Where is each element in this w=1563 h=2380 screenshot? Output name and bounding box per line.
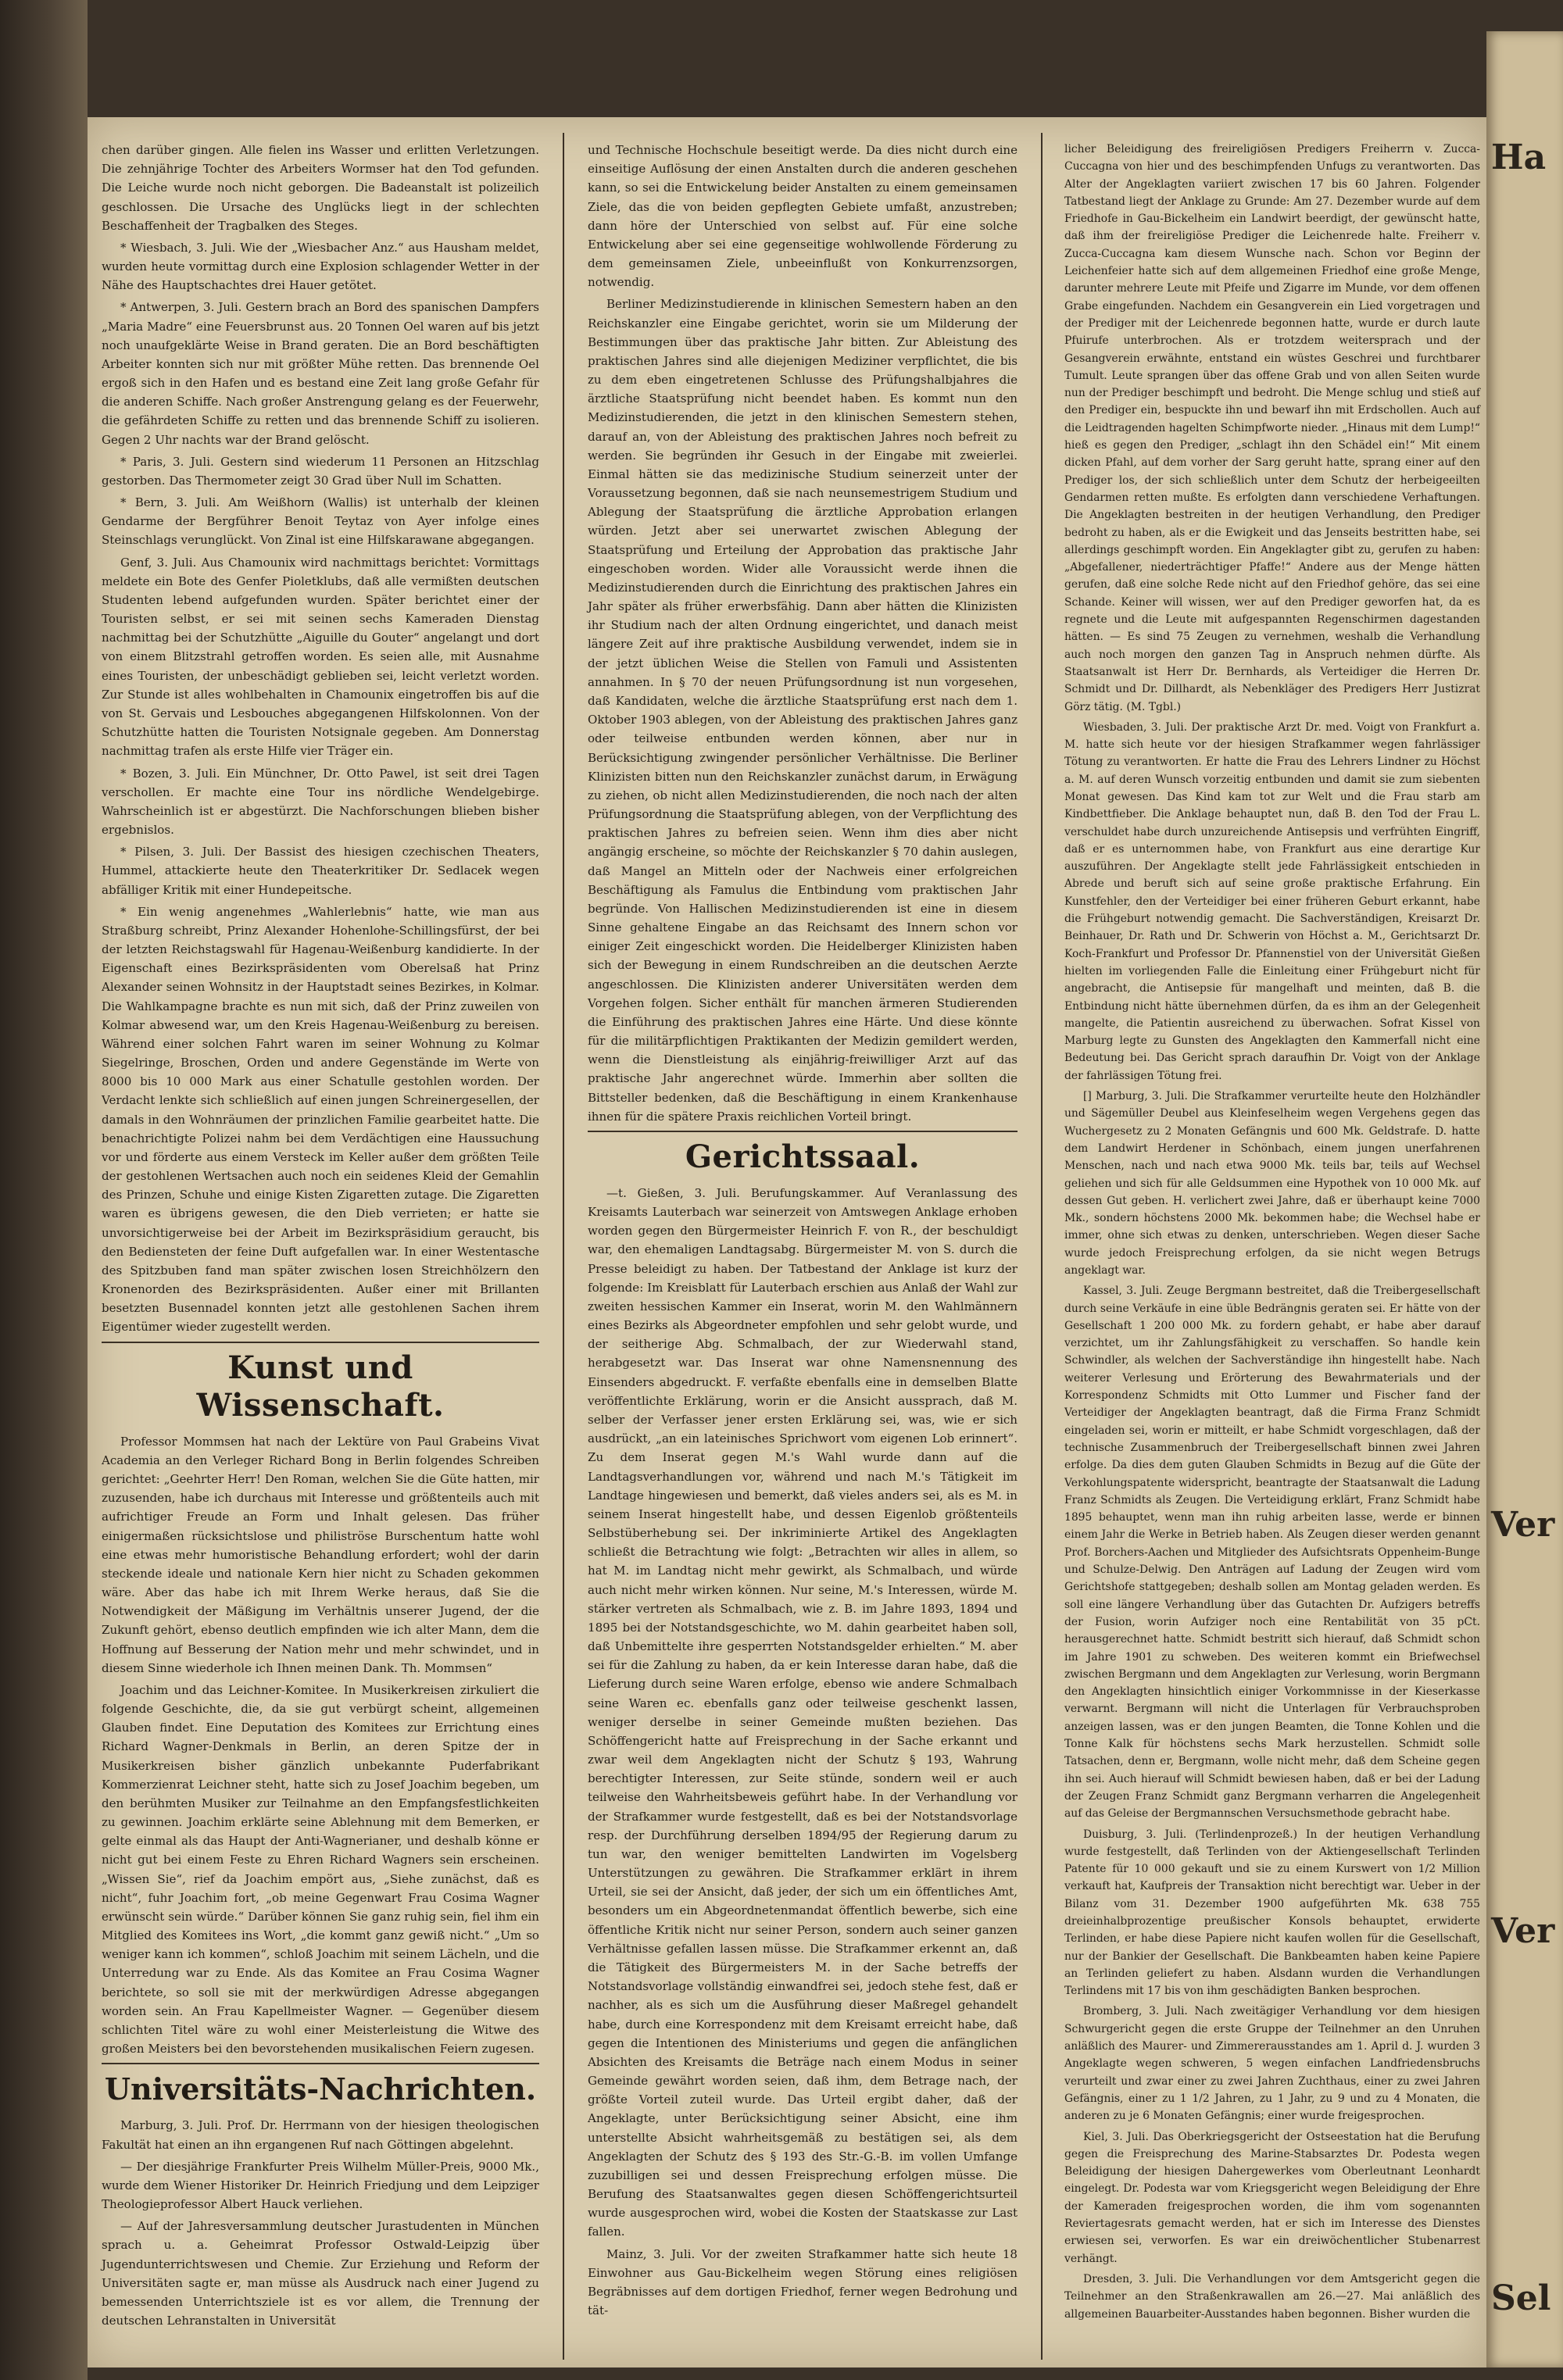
paragraph: * Wiesbach, 3. Juli. Wie der „Wiesbacher Anz.“ aus Hausham meldet, wurden heute vormittag durch eine Explosion schlagender Wetter in der Nähe des Hauptschachtes drei Hauer getötet. xyxy=(102,240,539,293)
adjacent-fragment: Ver xyxy=(1491,1505,1555,1545)
paragraph: Genf, 3. Juli. Aus Chamounix wird nachmittags berichtet: Vormittags meldete ein Bote des Genfer Pioletklubs, daß alle vermißten deutschen Studenten lebend aufgefunden wurden. Später berichtet einer der Touristen selbst, er sei mit seinen sechs Kameraden Dienstag nachmittag bei der Schutzhütte „Aiguille du Gouter“ angelangt und dort von einem Blitzstrahl getroffen worden. Es seien alle, mit Ausnahme eines Touristen, der unbeschädigt geblieben sei, leicht verletzt worden. Zur Stunde ist alles wohlbehalten in Chamounix eingetroffen bis auf die von St. Gervais und Lesbouches abgegangenen Hilfskolonnen. Von der Schutzhütte hatten die Touristen Notsignale gegeben. Am Donnerstag nachmittag trafen als erste Hilfe vier Träger ein. xyxy=(102,555,539,759)
adjacent-fragment: Ha xyxy=(1491,138,1547,177)
section-rule xyxy=(102,2063,539,2064)
paragraph: Kassel, 3. Juli. Zeuge Bergmann bestreitet, daß die Treibergesellschaft durch seine Verkäufe in eine üble Bedrängnis geraten sei. Er hätte von der Gesellschaft 1 200 000 Mk. zu fordern gehabt, er habe aber darauf verzichtet, um ihr Zahlungsfähigkeit zu verschaffen. So handle kein Schwindler, als welchen der Sachverständige ihn hingestellt habe. Nach weiterer Verlesung und Erörterung des Bewahrmaterials und der Korrespondenz Schmidts mit Otto Lummer und Fischer fand der Verteidiger der Angeklagten beantragt, daß die Firma Franz Schmidt eingeladen sei, worin er mitteilt, er habe Schmidt vorgeschlagen, daß der technische Zusammenbruch der Treibergesellschaft binnen zwei Jahren erfolge. Da dies dem guten Glauben Schmidts in Bezug auf die Güte der Verkohlungspatente widerspricht, beantragte der Staatsanwalt die Ladung Franz Schmidts als Zeugen. Die Verteidigung erklärt, Franz Schmidt habe 1895 behauptet, wenn man ihn ruhig arbeiten lasse, werde er binnen einem Jahr die Werke in Betrieb haben. Als Zeugen dieser werden genannt Prof. Borchers-Aachen und Mitglieder des Aufsichtsrats Oppenheim-Bunge und Schulze-Delwig. Den Anträgen auf Ladung der Zeugen wird vom Gerichtshofe stattgegeben; deshalb sollen am Montag geladen werden. Es soll eine längere Verhandlung über das Gutachten Dr. Aufzigers betreffs der Fusion, worin Aufziger noch eine Rentabilität von 35 pCt. herausgerechnet hatte. Schmidt bestritt sich hierauf, daß Schmidt schon im Jahre 1901 zu schweben. Des weiteren kommt ein Briefwechsel zwischen Bergmann und dem Angeklagten zur Verlesung, worin Bergmann den Angeklagten hinsichtlich einiger Vorkommnisse in der Kieserkasse verwarnt. Bergmann will nicht die Unterlagen für Verbrauchsproben anzeigen lassen, was er den jungen Beamten, die Tonne Kohlen und die Tonne Kalk für höchstens sechs Mark herzustellen. Schmidt solle Tatsachen, denn er, Bergmann, wolle nicht mehr, daß dem Scheine gegen ihn sei. Auch hierauf will Schmidt bewiesen haben, daß er bei der Ladung der Zeugen Franz Schmidt ganz Bergmann verharren die Angelegenheit auf das Geleise der Bergmannschen Versuchsmethode gebracht habe. xyxy=(1064,1285,1480,1821)
paragraph: Dresden, 3. Juli. Die Verhandlungen vor dem Amtsgericht gegen die Teilnehmer an den Straßenkrawallen am 26.—27. Mai anläßlich des allgemeinen Bauarbeiter-Ausstandes haben begonnen. Bisher wurden die xyxy=(1064,2272,1480,2321)
paragraph: Berliner Medizinstudierende in klinischen Semestern haben an den Reichskanzler eine Eingabe gerichtet, worin sie um Milderung der Bestimmungen über das praktische Jahr bitten. Zur Ableistung des praktischen Jahres sind alle diejenigen Mediziner verpflichtet, die bis zu dem eben eingetretenen Schlusse des Prüfungshalbjahres die ärztliche Staatsprüfung nicht beendet haben. Es kommt nun den Medizinstudierenden, die jetzt in den klinischen Semestern stehen, darauf an, von der Ableistung des praktischen Jahres noch befreit zu werden. Sie begründen ihr Gesuch in der Eingabe mit zweierlei. Einmal hätten sie das medizinische Studium seinerzeit unter der Voraussetzung begonnen, daß sie nach neunsemestrigem Studium und Ablegung der Staatsprüfung die ärztliche Approbation erlangen würden. Jetzt aber sei unerwartet zwischen Ablegung der Staatsprüfung und Erteilung der Approbation das praktische Jahr eingeschoben worden. Wider alle Voraussicht werde ihnen die Medizinstudierenden durch die Einrichtung des praktischen Jahres ein Jahr später als früher erwerbsfähig. Dann aber hätten die Klinizisten ihr Studium nach der alten Ordnung eingerichtet, und danach meist längere Zeit auf ihre praktische Ausbildung verwendet, indem sie in der jetzt üblichen Weise die Stellen von Famuli und Assistenten annahmen. In § 70 der neuen Prüfungsordnung ist nun vorgesehen, daß Kandidaten, welche die ärztliche Staatsprüfung erst nach dem 1. Oktober 1903 ablegen, von der Ableistung des praktischen Jahres ganz oder teilweise entbunden werden können, aber nur in Berücksichtigung zwingender persönlicher Verhältnisse. Die Berliner Klinizisten bitten nun den Reichskanzler zunächst darum, in Erwägung zu ziehen, ob nicht allen Medizinstudierenden, die noch nach der alten Prüfungsordnung die Staatsprüfung ablegen, von der Verpflichtung des praktischen Jahres zu befreien seien. Wenn ihm dies aber nicht angängig erscheine, so möchte der Reichskanzler § 70 dahin auslegen, daß Mangel an Mitteln oder der Nachweis einer erfolgreichen Beschäftigung als Famulus die Entbindung vom praktischen Jahr begründe. Von Hallischen Medizinstudierenden ist eine in diesem Sinne gehaltene Eingabe an das Reichsamt des Innern schon vor einiger Zeit eingeschickt worden. Die Heidelberger Klinizisten haben sich der Bewegung in einem Rundschreiben an die deutschen Aerzte angeschlossen. Die Klinizisten anderer Universitäten werden dem Vorgehen folgen. Sicher enthält für manchen ärmeren Studierenden die Einführung des praktischen Jahres eine Härte. Und diese könnte für die militärpflichtigen Praktikanten der Medizin gemildert werden, wenn die Dienstleistung als einjährig-freiwilliger Arzt auf das praktische Jahr angerechnet würde. Immerhin aber sollten die Bittsteller bedenken, daß die Beschäftigung in einem Krankenhause ihnen für die spätere Praxis reichlichen Vorteil bringt. xyxy=(588,297,1018,1124)
section-heading-universitaet: Universitäts-Nachrichten. xyxy=(104,2071,537,2107)
paragraph: * Bern, 3. Juli. Am Weißhorn (Wallis) ist unterhalb der kleinen Gendarme der Bergführer Benoit Teytaz von Ayer infolge eines Steinschlags verunglückt. Von Zinal ist eine Hilfskarawane abgegangen. xyxy=(102,495,539,548)
paragraph: * Ein wenig angenehmes „Wahlerlebnis“ hatte, wie man aus Straßburg schreibt, Prinz Alexander Hohenlohe-Schillingsfürst, der bei der letzten Reichstagswahl für Hagenau-Weißenburg kandidierte. In der Eigenschaft eines Bezirkspräsidenten vom Oberelsaß hat Prinz Alexander seinen Wohnsitz in der Hauptstadt seines Bezirkes, in Kolmar. Die Wahlkampagne brachte es nun mit sich, daß der Prinz zuweilen von Kolmar abwesend war, um den Kreis Hagenau-Weißenburg zu bereisen. Während einer solchen Fahrt waren im seiner Wohnung zu Kolmar Siegelringe, Broschen, Orden und andere Gegenstände im Werte von 8000 bis 10 000 Mark aus einer Schatulle gestohlen worden. Der Verdacht lenkte sich schließlich auf einen jungen Schreinergesellen, der damals in den Wohnräumen der prinzlichen Familie gearbeitet hatte. Die benachrichtigte Polizei nahm bei dem Verdächtigen eine Haussuchung vor und förderte aus einem Versteck im Keller außer dem größten Teile der gestohlenen Wertsachen auch noch ein seidenes Kleid der Gemahlin des Prinzen, Schuhe und einige Kisten Zigaretten zutage. Die Zigaretten waren es übrigens gewesen, die den Dieb verrieten; er hatte sie unvorsichtigerweise bei der Arbeit im Bezirkspräsidium geraucht, bis den Bediensteten der feine Duft aufgefallen war. In einer Westentasche des Spitzbuben fand man später zwischen losen Streichhölzern den Kronenorden des Bezirkspräsidenten. Außer einer mit Brillanten besetzten Busennadel konnten jetzt alle gestohlenen Sachen ihrem Eigentümer wieder zugestellt werden. xyxy=(102,904,539,1335)
section-heading-kunst: Kunst und Wissenschaft. xyxy=(196,1349,445,1424)
paragraph: * Pilsen, 3. Juli. Der Bassist des hiesigen czechischen Theaters, Hummel, attackierte heute den Theaterkritiker Dr. Sedlacek wegen abfälliger Kritik mit einer Hundepeitsche. xyxy=(102,845,539,897)
paragraph: Marburg, 3. Juli. Prof. Dr. Herrmann von der hiesigen theologischen Fakultät hat einen an ihn ergangenen Ruf nach Göttingen abgelehnt. xyxy=(102,2118,539,2152)
paragraph: * Bozen, 3. Juli. Ein Münchner, Dr. Otto Pawel, ist seit drei Tagen verschollen. Er machte eine Tour ins nördliche Wendelgebirge. Wahrscheinlich ist er abgestürzt. Die Nachforschungen blieben bisher ergebnislos. xyxy=(102,766,539,838)
newspaper-page xyxy=(88,117,1486,2367)
book-binding xyxy=(0,0,88,2380)
column-rule-1 xyxy=(563,133,564,2360)
section-rule xyxy=(102,1342,539,1343)
column-1 xyxy=(102,141,539,2333)
paragraph: licher Beleidigung des freireligiösen Predigers Freiherrn v. Zucca-Cuccagna von hier und des beschimpfenden Unfugs zu verantworten. Das Alter der Angeklagten variiert zwischen 17 bis 60 Jahren. Folgender Tatbestand liegt der Anklage zu Grunde: Am 27. Dezember wurde auf dem Friedhofe in Gau-Bickelheim ein Landwirt beerdigt, der gewünscht hatte, daß ihm der freireligiöse Prediger die Leichenrede halte. Freiherr v. Zucca-Cuccagna kam diesem Wunsche nach. Schon vor Beginn der Leichenfeier hatte sich auf dem allgemeinen Friedhof eine große Menge, darunter mehrere Leute mit Pfeife und Zigarre im Munde, vor dem offenen Grabe eingefunden. Nachdem ein Gesangverein ein Lied vorgetragen und der Prediger mit der Leichenrede begonnen hatte, wurde er durch laute Pfuirufe unterbrochen. Als er trotzdem weitersprach und der Gesangverein erwähnte, entstand ein wüstes Geschrei und furchtbarer Tumult. Leute sprangen über das offene Grab und von allen Seiten wurde nun der Prediger beschimpft und bedroht. Die Menge schlug und stieß auf den Prediger ein, bespuckte ihn und bewarf ihn mit Erdschollen. Auch auf die Leidtragenden hagelten Schimpfworte nieder. „Hinaus mit dem Lump!“ hieß es gegen den Prediger, „schlagt ihn den Schädel ein!“ Mit einem dicken Pfahl, auf dem vorher der Sarg geruht hatte, sprang einer auf den Prediger los, der sich schließlich unter dem Schutz der herbeigeeilten Gendarmen retten mußte. Es erfolgten dann verschiedene Verhaftungen. Die Angeklagten bestreiten in der heutigen Verhandlung, den Prediger bedroht zu haben, als er die Ewigkeit und das Jenseits bestritten habe, sei allerdings geschimpft worden. Ein Angeklagter gibt zu, gerufen zu haben: „Abgefallener, niederträchtiger Pfaffe!“ Andere aus der Menge hätten gerufen, daß eine solche Rede nicht auf den Friedhof gehöre, das sei eine Schande. Keiner will wissen, wer auf den Prediger geworfen hat, da es regnete und die Leute mit aufgespannten Regenschirmen dagestanden hätten. — Es sind 75 Zeugen zu vernehmen, weshalb die Verhandlung auch noch morgen den ganzen Tag in Anspruch nehmen dürfte. Als Staatsanwalt ist Herr Dr. Bernhards, als Verteidiger die Herren Dr. Schmidt und Dr. Dillhardt, als Nebenkläger des Predigers Herr Justizrat Görz tätig. (M. Tgbl.) xyxy=(1064,143,1480,713)
section-heading-gerichtssaal: Gerichtssaal. xyxy=(685,1138,921,1175)
paragraph: — Auf der Jahresversammlung deutscher Jurastudenten in München sprach u. a. Geheimrat Professor Ostwald-Leipzig über Jugendunterrichtswesen und Chemie. Zur Erziehung und Reform der Universitäten sagte er, man müsse als Ausdruck nach einer Jugend zu bemessenden Unterrichtsziele ist es vor allem, die Trennung der deutschen Lehranstalten in Universität xyxy=(102,2219,539,2328)
paragraph: * Paris, 3. Juli. Gestern sind wiederum 11 Personen an Hitzschlag gestorben. Das Thermometer zeigt 30 Grad über Null im Schatten. xyxy=(102,454,539,488)
paragraph: chen darüber gingen. Alle fielen ins Wasser und erlitten Verletzungen. Die zehnjährige Tochter des Arbeiters Wormser hat den Tod gefunden. Die Leiche wurde noch nicht geborgen. Die Badeanstalt ist polizeilich geschlossen. Die Ursache des Unglücks liegt in der schlechten Beschaffenheit der Tragbalken des Steges. xyxy=(102,143,539,233)
section-rule xyxy=(588,1131,1018,1132)
paragraph: [] Marburg, 3. Juli. Die Strafkammer verurteilte heute den Holzhändler und Sägemüller Deubel aus Kleinfeselheim wegen Vergehens gegen das Wuchergesetz zu 2 Monaten Gefängnis und 600 Mk. Geldstrafe. D. hatte dem Landwirt Herdener in Schönbach, einem jungen unerfahrenen Menschen, nach und nach etwa 9000 Mk. teils bar, teils auf Wechsel geliehen und sich für alle Geldsummen eine Hypothek von 10 000 Mk. auf dessen Gut geben. H. verlichert zwei Jahre, daß er überhaupt keine 7000 Mk., sondern höchstens 2000 Mk. bekommen habe; die Wechsel habe er immer, ohne sich etwas zu denken, unterschrieben. Wegen dieser Sache wurde jedoch Freisprechung erfolgen, da sie nicht wegen Betrugs angeklagt war. xyxy=(1064,1090,1480,1277)
adjacent-fragment: Sel xyxy=(1491,2278,1551,2318)
paragraph: —t. Gießen, 3. Juli. Berufungskammer. Auf Veranlassung des Kreisamts Lauterbach war seinerzeit von Amtswegen Anklage erhoben worden gegen den Bürgermeister Heinrich F. von R., der beschuldigt war, den ehemaligen Landtagsabg. Bürgermeister M. von S. durch die Presse beleidigt zu haben. Der Tatbestand der Anklage ist kurz der folgende: Im Kreisblatt für Lauterbach erschien aus Anlaß der Wahl zur zweiten hessischen Kammer ein Inserat, worin M. den Wahlmännern eines Bezirks als Abgeordneter empfohlen und sehr gelobt wurde, und der seitherige Abg. Schmalbach, der zur Wiederwahl stand, herabgesetzt war. Das Inserat war ohne Namensnennung des Einsenders abgedruckt. F. verfaßte ebenfalls eine in demselben Blatte veröffentlichte Erklärung, worin er die Ansicht aussprach, daß M. selber der Verfasser jener ersten Erklärung sei, was, wie er sich ausdrückt, „an ein lateinisches Sprichwort vom eigenen Lob erinnert“. Zu dem Inserat gegen M.'s Wahl wurde dann auf die Landtagsverhandlungen vor, während und nach M.'s Tätigkeit im Landtage hingewiesen und bemerkt, daß vieles anders sei, als es M. in seinem Inserat hingestellt habe, und dessen Eigenlob größtenteils Selbstüberhebung sei. Der inkriminierte Artikel des Angeklagten schließt die Betrachtung wie folgt: „Betrachten wir alles in allem, so hat M. im Landtag nicht mehr gewirkt, als Schmalbach, und würde auch nicht mehr wirken können. Nur seine, M.'s Interessen, würde M. stärker vertreten als Schmalbach, wie z. B. im Jahre 1893, 1894 und 1895 bei der Notstandsgeschichte, wo M. dahin gearbeitet haben soll, daß Unbemittelte ihre gesperrten Notstandsgelder erhielten.“ M. aber sei für die Zahlung zu haben, da er kein Interesse daran habe, daß die Lieferung durch seine Waren erfolge, ebenso wie andere Schmalbach seine Waren ec. ebenfalls ganz oder teilweise geschenkt lassen, weniger derselbe in seiner Gemeinde mußten beziehen. Das Schöffengericht hatte auf Freisprechung in der Sache erkannt und zwar weil dem Angeklagten nicht der Schutz § 193, Wahrung berechtigter Interessen, zur Seite stünde, sondern weil er auch teilweise den Wahrheitsbeweis geführt habe. In der Verhandlung vor der Strafkammer wurde festgestellt, daß es bei der Notstandsvorlage resp. der Durchführung derselben 1894/95 der Regierung darum zu tun war, den weniger bemittelten Landwirten im Vogelsberg Unterstützungen zu gewähren. Die Strafkammer erklärt in ihrem Urteil, sie sei der Ansicht, daß jeder, der sich um ein öffentliches Amt, besonders um ein Abgeordnetenmandat öffentlich bewerbe, sich eine öffentliche Kritik nicht nur seiner Person, sondern auch seiner ganzen Verhältnisse gefallen lassen müsse. Die Strafkammer erkennt an, daß die Tätigkeit des Bürgermeisters M. in der Sache betreffs der Notstandsvorlage vollständig einwandfrei sei, jedoch stehe fest, daß er nachher, als es sich um die Ausführung dieser Maßregel gehandelt habe, durch eine Korrespondenz mit dem Kreisamt erreicht habe, daß gegen die Intentionen des Ministeriums und gegen die anfänglichen Absichten des Kreisamts die Beträge nach einem Modus in seiner Gemeinde gewährt worden seien, daß ihm, dem Betrage nach, der größte Vorteil zuteil wurde. Das Urteil ergibt daher, daß der Angeklagte, unter Berücksichtigung seiner Absicht, eine ihm unterstellte Absicht wahrheitsgemäß zu bestätigen sei, als dem Angeklagten der Schutz des § 193 des Str.-G.-B. im vollen Umfange zuzubilligen sei und dessen Freisprechung erfolgen müsse. Die Berufung des Staatsanwaltes gegen diesen Schöffengerichtsurteil wurde ausgesprochen wird, wobei die Kosten der Staatskasse zur Last fallen. xyxy=(588,1185,1018,2239)
paragraph: Mainz, 3. Juli. Vor der zweiten Strafkammer hatte sich heute 18 Einwohner aus Gau-Bickelheim wegen Störung eines religiösen Begräbnisses auf dem dortigen Friedhof, ferner wegen Bedrohung und tät- xyxy=(588,2246,1018,2318)
paragraph: Wiesbaden, 3. Juli. Der praktische Arzt Dr. med. Voigt von Frankfurt a. M. hatte sich heute vor der hiesigen Strafkammer wegen fahrlässiger Tötung zu verantworten. Er hatte die Frau des Lehrers Lindner zu Höchst a. M. auf deren Wunsch vorzeitig entbunden und damit sie zum siebenten Monat gewesen. Das Kind kam tot zur Welt und die Frau starb am Kindbettfieber. Die Anklage behauptet nun, daß B. den Tod der Frau L. verschuldet habe durch unzureichende Antisepsis und verfrühten Eingriff, daß er es unternommen habe, von Frankfurt aus eine derartige Kur auszuführen. Der Angeklagte stellt jede Fahrlässigkeit entschieden in Abrede und beruft sich auf seine große praktische Erfahrung. Ein Kunstfehler, den der Verteidiger bei einer früheren Geburt erkannt, habe die Frühgeburt notwendig gemacht. Die Sachverständigen, Kreisarzt Dr. Beinhauer, Dr. Rath und Dr. Schwerin von Höchst a. M., Gerichtsarzt Dr. Koch-Frankfurt und Professor Dr. Pfannenstiel von der Universität Gießen hielten im vorliegenden Falle die Einleitung einer Frühgeburt nicht für angebracht, die Antisepsie für mangelhaft und meinten, daß B. die Entbindung nicht hätte übernehmen dürfen, da es ihm an der Gelegenheit mangelte, die Patientin ausreichend zu überwachen. Sofrat Kissel von Marburg legte zu Gunsten des Angeklagten den Kammerfall nicht eine Bedeutung bei. Das Gericht sprach daraufhin Dr. Voigt von der Anklage der fahrlässigen Tötung frei. xyxy=(1064,720,1480,1082)
paragraph: * Antwerpen, 3. Juli. Gestern brach an Bord des spanischen Dampfers „Maria Madre“ eine Feuersbrunst aus. 20 Tonnen Oel waren auf bis jetzt noch unaufgeklärte Weise in Brand geraten. Die an Bord beschäftigten Arbeiter konnten sich nur mit größter Mühe retten. Das brennende Oel ergoß sich in den Hafen und es bestand eine Zeit lang große Gefahr für die anderen Schiffe. Nach großer Anstrengung gelang es der Feuerwehr, die gefährdeten Schiffe zu retten und das brennende Schiff zu isolieren. Gegen 2 Uhr nachts war der Brand gelöscht. xyxy=(102,300,539,447)
column-rule-2 xyxy=(1041,133,1043,2360)
paragraph: Joachim und das Leichner-Komitee. In Musikerkreisen zirkuliert die folgende Geschichte, die, da sie gut verbürgt scheint, allgemeinen Glauben findet. Eine Deputation des Komitees zur Errichtung eines Richard Wagner-Denkmals in Berlin, an deren Spitze der in Musikerkreisen bisher gänzlich unbekannte Puderfabrikant Kommerzienrat Leichner steht, hatte sich zu Josef Joachim begeben, um den berühmten Musiker zur Teilnahme an den Empfangsfestlichkeiten zu gewinnen. Joachim erklärte seine Ablehnung mit dem Bemerken, er gelte einmal als das Haupt der Anti-Wagnerianer, und deshalb könne er nicht gut bei einem Feste zu Ehren Richard Wagners sein erscheinen. „Wissen Sie“, rief da Joachim empört aus, „Siehe zunächst, daß es nicht“, fuhr Joachim fort, „ob meine Gegenwart Frau Cosima Wagner erwünscht sein würde.“ Darüber können Sie ganz ruhig sein, fiel ihm ein Mitglied des Komitees ins Wort, „die kommt ganz gewiß nicht.“ „Um so weniger kann ich kommen“, schloß Joachim mit seinem Lächeln, und die Unterredung war zu Ende. Als das Komitee an Frau Cosima Wagner berichtete, so soll sie mit der merkwürdigen Adresse abgegangen worden sein. An Frau Kapellmeister Wagner. — Gegenüber diesem schlichten Titel wäre zu wohl einer Meisterleistung die Witwe des großen Meisters bei den bevorstehenden musikalischen Feiern zugesen. xyxy=(102,1682,539,2057)
paragraph: und Technische Hochschule beseitigt werde. Da dies nicht durch eine einseitige Auflösung der einen Anstalten durch die anderen geschehen kann, so sei die Entwickelung beider Anstalten zu einem gemeinsamen Ziele, das die von beiden gepflegten Gebiete umfaßt, anzustreben; dann höre der Unterschied von selbst auf. Für eine solche Entwickelung aber sei eine gegenseitige wohlwollende Förderung zu dem gemeinsamen Ziele, unbeeinflußt von Konkurrenzsorgen, notwendig. xyxy=(588,143,1018,290)
paragraph: Duisburg, 3. Juli. (Terlindenprozeß.) In der heutigen Verhandlung wurde festgestellt, daß Terlinden von der Aktiengesellschaft Terlinden Patente für 10 000 gekauft und sie zu einem Kurswert von 1/2 Million verkauft hat, Kaufpreis der Transaktion nicht berechtigt war. Ueber in der Bilanz vom 31. Dezember 1900 aufgeführten Mk. 638 755 dreieinhalbprozentige preußischer Konsols behauptet, erwiderte Terlinden, er habe diese Papiere nicht kaufen wollen für die Gesellschaft, nur der Bankier der Gesellschaft. Die Bankbeamten haben keine Papiere an Terlinden geliefert zu haben. Alsdann wurden die Verhandlungen Terlindens mit 17 bis von ihm geschädigten Banken besprochen. xyxy=(1064,1828,1480,1998)
column-2 xyxy=(588,141,1018,2323)
adjacent-fragment: Ver xyxy=(1491,1911,1555,1951)
adjacent-page-edge xyxy=(1486,31,1563,2367)
paragraph: Professor Mommsen hat nach der Lektüre von Paul Grabeins Vivat Academia an den Verleger Richard Bong in Berlin folgendes Schreiben gerichtet: „Geehrter Herr! Den Roman, welchen Sie die Güte hatten, mir zuzusenden, habe ich durchaus mit Interesse und größtenteils auch mit aufrichtiger Freude an Form und Inhalt gelesen. Das früher einigermaßen rücksichtslose und philiströse Burschentum hatte wohl eine etwas mehr humoristische Behandlung erfordert; wohl der darin steckende ideale und nationale Kern hier nicht zu Schaden gekommen wäre. Aber das habe ich mit Ihrem Werke heraus, daß Sie die Notwendigkeit der Mäßigung im Verhältnis unserer Jugend, der die Zukunft gehört, ebenso deutlich empfinden wie ich alter Mann, dem die Hoffnung auf Besserung der Nation mehr und mehr schwindet, und in diesem Sinne wiederhole ich Ihnen meinen Dank. Th. Mommsen“ xyxy=(102,1434,539,1675)
paragraph: Kiel, 3. Juli. Das Oberkriegsgericht der Ostseestation hat die Berufung gegen die Freisprechung des Marine-Stabsarztes Dr. Podesta wegen Beleidigung der hiesigen Dahergewerkes vom Oberleutnant Leonhardt eingelegt. Dr. Podesta war vom Kriegsgericht wegen Beleidigung der Ehre der Kameraden freigesprochen worden, die ihm vom sogenannten Reviertagesrats gemacht werden, hat er sich im Interesse des Dienstes erwiesen sei, verworfen. Es war ein dreiwöchentlicher Stubenarrest verhängt. xyxy=(1064,2130,1480,2265)
paragraph: Bromberg, 3. Juli. Nach zweitägiger Verhandlung vor dem hiesigen Schwurgericht gegen die erste Gruppe der Teilnehmer an den Unruhen anläßlich des Maurer- und Zimmererausstandes am 1. April d. J. wurden 3 Angeklagte wegen schweren, 5 wegen einfachen Landfriedensbruchs verurteilt und zwar einer zu zwei Jahren Zuchthaus, einer zu zwei Jahren Gefängnis, einer zu 1 1/2 Jahren, zu 1 Jahr, zu 9 und zu 4 Monaten, die anderen zu je 6 Monaten Gefängnis; einer wurde freigesprochen. xyxy=(1064,2005,1480,2123)
column-3 xyxy=(1064,141,1480,2326)
paragraph: — Der diesjährige Frankfurter Preis Wilhelm Müller-Preis, 9000 Mk., wurde dem Wiener Historiker Dr. Heinrich Friedjung und dem Leipziger Theologieprofessor Albert Hauck verliehen. xyxy=(102,2159,539,2212)
